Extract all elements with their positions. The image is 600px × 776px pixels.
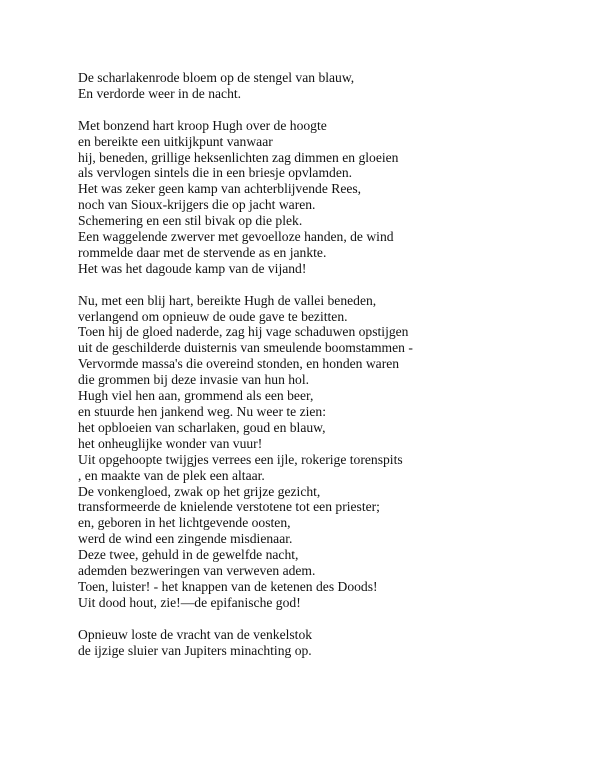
poem-line: Deze twee, gehuld in de gewelfde nacht, (78, 547, 299, 563)
poem-line: en, geboren in het lichtgevende oosten, (78, 515, 291, 531)
poem-line: Uit opgehoopte twijgjes verrees een ijle, rokerige torenspits (78, 451, 403, 467)
poem-line: Vervormde massa's die overeind stonden, en honden waren (78, 356, 400, 372)
poem-line: , en maakte van de plek een altaar. (78, 467, 265, 483)
poem-line: werd de wind een zingende misdienaar. (78, 531, 293, 547)
poem-line: Schemering en een stil bivak op die plek. (78, 213, 303, 229)
poem-line: Het was het dagoude kamp van de vijand! (78, 260, 307, 276)
poem-line: als vervlogen sintels die in een briesje opvlamden. (78, 165, 353, 181)
poem-line: uit de geschilderde duisternis van smeulende boomstammen - (78, 340, 413, 356)
poem-line: Een waggelende zwerver met gevoelloze handen, de wind (78, 229, 394, 245)
poem-line: hij, beneden, grillige heksenlichten zag dimmen en gloeien (78, 149, 399, 165)
stanza (78, 293, 578, 611)
poem-line: De vonkengloed, zwak op het grijze gezicht, (78, 483, 321, 499)
poem-line: verlangend om opnieuw de oude gave te bezitten. (78, 308, 348, 324)
poem-line: Opnieuw loste de vracht van de venkelstok (78, 626, 313, 642)
poem-text (78, 70, 578, 674)
poem-line: rommelde daar met de stervende as en jankte. (78, 244, 327, 260)
stanza (78, 118, 578, 277)
poem-line: de ijzige sluier van Jupiters minachting op. (78, 642, 312, 658)
poem-line: noch van Sioux-krijgers die op jacht waren. (78, 197, 316, 213)
poem-line: Met bonzend hart kroop Hugh over de hoogte (78, 117, 327, 133)
poem-line: Toen hij de gloed naderde, zag hij vage schaduwen opstijgen (78, 324, 409, 340)
stanza (78, 627, 578, 659)
poem-line: Uit dood hout, zie!—de epifanische god! (78, 594, 301, 610)
poem-line: Toen, luister! - het knappen van de ketenen des Doods! (78, 578, 378, 594)
poem-line: en bereikte een uitkijkpunt vanwaar (78, 133, 273, 149)
poem-line: De scharlakenrode bloem op de stengel van blauw, (78, 70, 355, 85)
poem-line: ademden bezweringen van verweven adem. (78, 563, 316, 579)
poem-line: Het was zeker geen kamp van achterblijvende Rees, (78, 181, 362, 197)
poem-line: het opbloeien van scharlaken, goud en blauw, (78, 419, 326, 435)
poem-line: Nu, met een blij hart, bereikte Hugh de vallei beneden, (78, 292, 377, 308)
poem-line: het onheuglijke wonder van vuur! (78, 435, 263, 451)
poem-line: en stuurde hen jankend weg. Nu weer te zien: (78, 404, 326, 419)
poem-line: Hugh viel hen aan, grommend als een beer, (78, 388, 314, 404)
poem-line: En verdorde weer in de nacht. (78, 85, 242, 101)
stanza (78, 70, 578, 102)
poem-line: die grommen bij deze invasie van hun hol. (78, 372, 310, 388)
poem-line: transformeerde de knielende verstotene tot een priester; (78, 499, 380, 515)
